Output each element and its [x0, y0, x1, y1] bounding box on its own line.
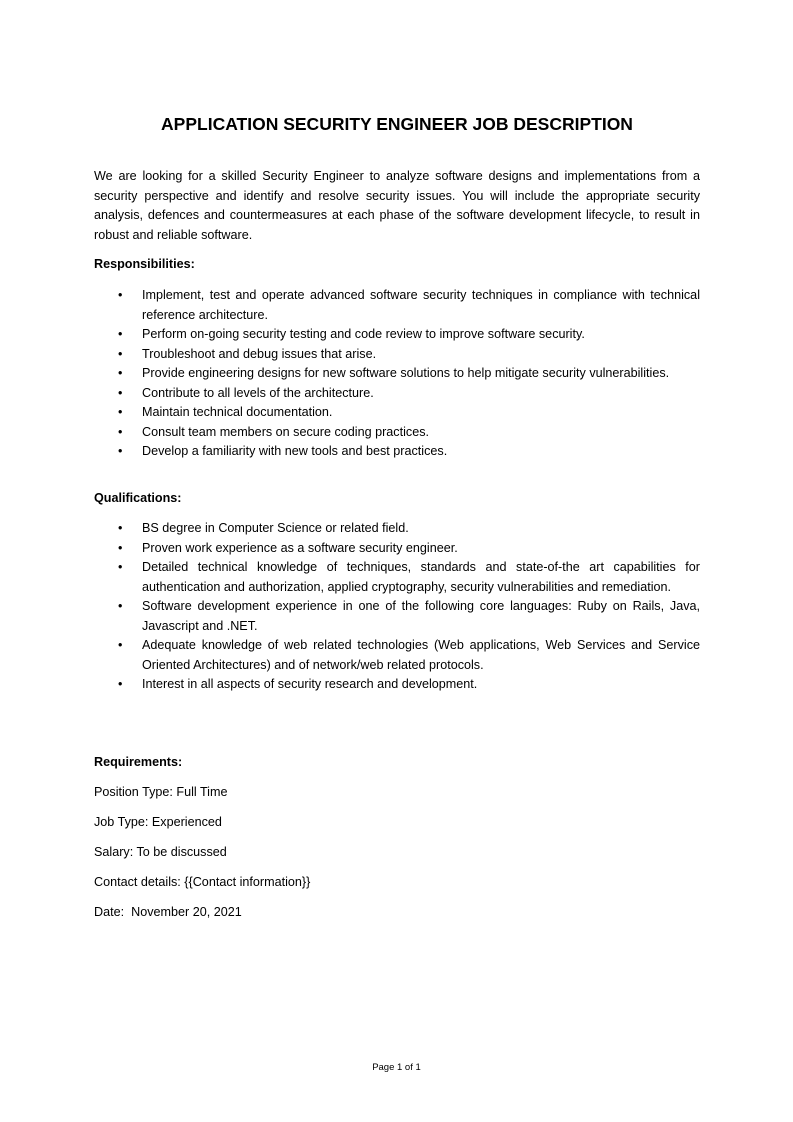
bullet-icon: • — [118, 288, 123, 302]
page-number: Page 1 of 1 — [372, 1062, 421, 1073]
list-item: • Troubleshoot and debug issues that arise. — [94, 345, 700, 365]
bullet-icon: • — [118, 521, 123, 535]
requirements-heading: Requirements: — [94, 755, 183, 769]
bullet-icon: • — [118, 405, 123, 419]
list-item: • Software development experience in one of the following core languages: Ruby on Rails, Java, Javascript and .NET. — [118, 599, 700, 633]
bullet-icon: • — [118, 599, 123, 613]
list-item: • Adequate knowledge of web related technologies (Web applications, Web Services and Service Oriented Architectures) and of network/web related protocols. — [118, 638, 700, 672]
bullet-icon: • — [118, 677, 123, 691]
date: Date: November 20, 2021 — [94, 905, 242, 919]
responsibilities-heading: Responsibilities: — [94, 257, 195, 271]
list-item: • Interest in all aspects of security research and development. — [94, 675, 700, 695]
qualifications-heading: Qualifications: — [94, 491, 182, 505]
bullet-icon: • — [118, 385, 123, 400]
bullet-icon: • — [118, 346, 123, 361]
responsibilities-list — [94, 286, 700, 462]
qualifications-list — [94, 519, 700, 695]
page-title: APPLICATION SECURITY ENGINEER JOB DESCRIPTION — [161, 114, 633, 134]
bullet-icon: • — [118, 638, 123, 652]
list-item: • Contribute to all levels of the architecture. — [94, 384, 700, 404]
list-item: • Detailed technical knowledge of techniques, standards and state-of-the art capabilities for authentication and authorization, applied cryptography, security vulnerabilities and remediation. — [118, 560, 700, 594]
list-item: • Proven work experience as a software security engineer. — [94, 539, 700, 559]
list-item: • Consult team members on secure coding practices. — [94, 423, 700, 443]
list-item: • Perform on-going security testing and code review to improve software security. — [94, 325, 700, 345]
list-item: • Implement, test and operate advanced software security techniques in compliance with technical reference architecture. — [118, 288, 700, 322]
bullet-icon: • — [118, 560, 123, 574]
bullet-icon: • — [118, 424, 123, 439]
bullet-icon: • — [118, 540, 123, 555]
salary: Salary: To be discussed — [94, 845, 227, 859]
bullet-icon: • — [118, 366, 123, 380]
contact-details: Contact details: {{Contact information}} — [94, 875, 311, 889]
list-item: • Provide engineering designs for new software solutions to help mitigate security vulnerabilities. — [94, 364, 700, 384]
bullet-icon: • — [118, 327, 123, 341]
job-type: Job Type: Experienced — [94, 815, 222, 829]
list-item: • Maintain technical documentation. — [94, 403, 700, 423]
position-type: Position Type: Full Time — [94, 785, 228, 799]
bullet-icon: • — [118, 444, 123, 458]
intro-paragraph: We are looking for a skilled Security Engineer to analyze software designs and implementations from a security perspective and identify and resolve security issues. You will include the appropriate security analysis, defences and countermeasures at each phase of the software development lifecycle, to result in robust and reliable software. — [94, 169, 700, 242]
list-item: • Develop a familiarity with new tools and best practices. — [94, 442, 700, 462]
list-item: • BS degree in Computer Science or related field. — [94, 519, 700, 539]
